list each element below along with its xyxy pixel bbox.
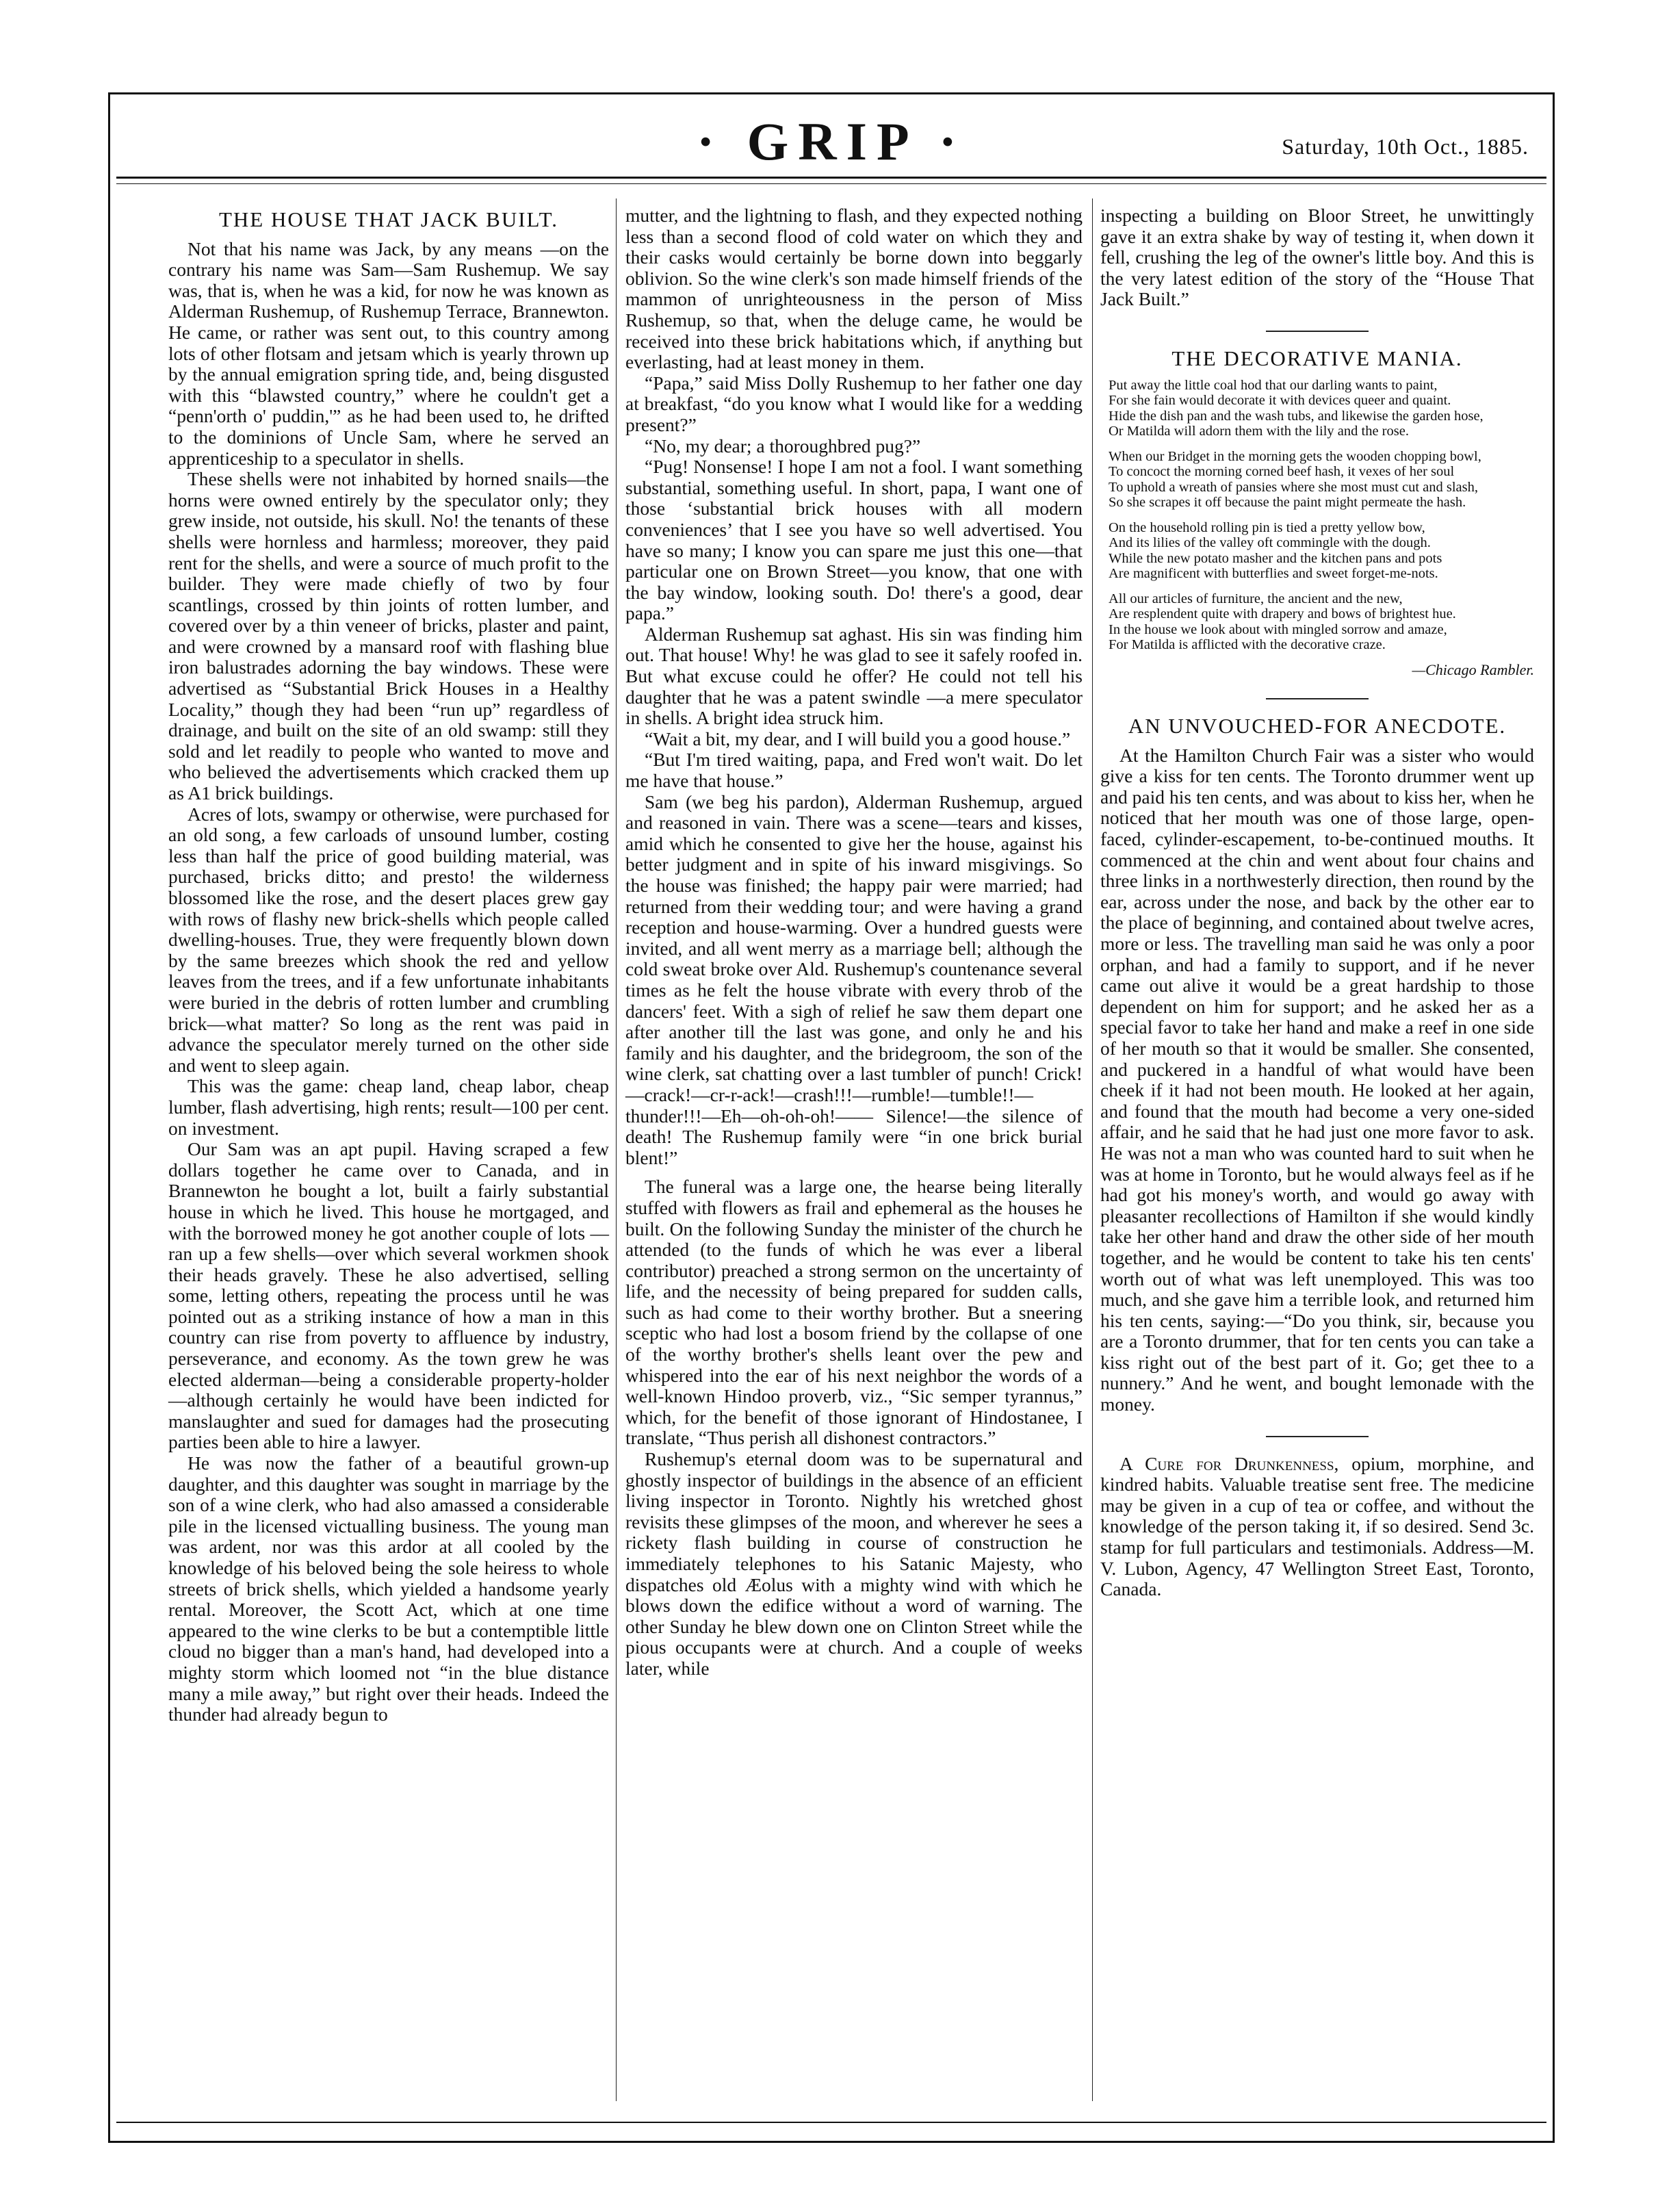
advertisement-text: opium, morphine, and kindred habits. Valuable treatise sent free. The medicine may be given in a cup of tea or coffee, and without the knowledge of the person taking it, if so desired. Send 3c. stamp for full particulars and testimonials. Address—M. V. Lubon, Agency, 47 Wellington Street East, Toronto, Canada.: [1100, 1452, 1534, 1600]
article-paragraph: “Pug! Nonsense! I hope I am not a fool. I want something substantial, something useful. In short, papa, I want one of those ‘substantial brick houses with all modern conveniences’ that I see you have so well advertised. You have so many; I know you can spare me just this one—that particular one on Brown Street—you know, that one with the bay window, looking south. Do! there's a good, dear papa.”: [625, 456, 1083, 624]
poem-attribution: —Chicago Rambler.: [1412, 660, 1534, 678]
article-paragraph: Our Sam was an apt pupil. Having scraped a few dollars together he came over to Canada, and in Brannewton he bought a lot, built a fairly substantial house in which he lived. This house he mortgaged, and with the borrowed money he got another couple of lots —ran up a few shells—over which several workmen shook their heads gravely. These he also advertised, selling some, letting others, repeating the process until he was pointed out as a striking instance of how a man in this country can rise from poverty to affluence by industry, perseverance, and economy. As the town grew he was elected alderman—being a considerable property-holder—although certainly he would have been indicted for manslaughter and sued for damages had the prosecuting parties been able to hire a lawyer.: [168, 1138, 609, 1453]
poem-line: So she scrapes it off because the paint might permeate the hash.: [1109, 495, 1466, 511]
article-paragraph: inspecting a building on Bloor Street, he unwittingly gave it an extra shake by way of testing it, when down it fell, crushing the leg of the owner's little boy. And this is the very latest edition of the story of the “House That Jack Built.”: [1100, 205, 1534, 310]
poem-line: Put away the little coal hod that our darling wants to paint,: [1109, 377, 1438, 393]
column-divider: [616, 198, 617, 2101]
article-paragraph: “But I'm tired waiting, papa, and Fred won't wait. Do let me have that house.”: [625, 749, 1083, 792]
poem-line: For she fain would decorate it with devices queer and quaint.: [1109, 393, 1451, 409]
anecdote-heading: AN UNVOUCHED-FOR ANECDOTE.: [1128, 714, 1507, 738]
advertisement: [1100, 1454, 1534, 1600]
poem-line: When our Bridget in the morning gets the wooden chopping bowl,: [1109, 448, 1481, 464]
article-paragraph: Alderman Rushemup sat aghast. His sin was finding him out. That house! Why! he was glad to see it safely roofed in. But what excuse could he offer? He could not tell his daughter that he was a patent swindle —a mere speculator in shells. A bright idea struck him.: [625, 623, 1083, 729]
poem-line: For Matilda is afflicted with the decorative craze.: [1109, 637, 1386, 653]
poem-stanza: [1100, 449, 1534, 511]
poem-heading: THE DECORATIVE MANIA.: [1171, 346, 1463, 370]
advertisement-lead: A Cure for Drunkenness,: [1119, 1452, 1339, 1474]
poem-line: Are magnificent with butterflies and sweet forget-me-nots.: [1109, 566, 1438, 582]
poem-line: Or Matilda will adorn them with the lily and the rose.: [1109, 424, 1409, 439]
article-paragraph: The funeral was a large one, the hearse being literally stuffed with flowers as frail and ephemeral as the houses he built. On the following Sunday the minister of the church he attended (to the funds of which he was ever a liberal contributor) preached a strong sermon on the uncertainty of life, and the necessity of being prepared for sudden calls, such as had come to their worthy brother. But a sneering sceptic who had lost a bosom friend by the collapse of one of the worthy brother's shells leant over the pew and whispered into the ear of his next neighbor the words of a well-known Hindoo proverb, viz., “Sic semper tyrannus,” which, for the benefit of those ignorant of Hindostanee, I translate, “Thus perish all dishonest contractors.”: [625, 1176, 1083, 1449]
article-paragraph: “Wait a bit, my dear, and I will build you a good house.”: [645, 728, 1071, 749]
poem-line: To concoct the morning corned beef hash, it vexes of her soul: [1109, 464, 1455, 480]
anecdote-paragraph: At the Hamilton Church Fair was a sister who would give a kiss for ten cents. The Toronto drummer went up and paid his ten cents, and was about to kiss her, when he noticed that her mouth was one of those large, open-faced, cylinder-escapement, to-be-continued mouths. It commenced at the chin and went about four chains and three links in a northwesterly direction, then round by the ear, across under the nose, and back by the other ear to the place of beginning, and contained about twelve acres, more or less. The travelling man said he was only a poor orphan, and had a family to support, and if he never came out alive it would be a great hardship to those dependent on him for support; and he asked her as a special favor to take her hand and make a reef in one side of her mouth so that it would be smaller. She consented, and puckered in a handful of what would have been cheek if it had not been mouth. He looked at her again, and found that the mouth had become a very one-sided affair, and he said that he had just one more favor to ask. He was not a man who was counted hard to suit when he was at home in Toronto, but he would always feel as if he had got his money's worth, and would go away with pleasanter recollections of Hamilton if she would kindly take her other hand and draw the other side of her mouth together, and he would be content to take his ten cents' worth out of what was left unemployed. This was too much, and she gave him a terrible look, and returned him his ten cents, saying:—“Do you think, sir, because you are a Toronto drummer, that for ten cents you can take a kiss right out of the best part of it. Go; get thee to a nunnery.” And he went, and bought lemonade with the money.: [1100, 744, 1534, 1415]
poem-line: Are resplendent quite with drapery and bows of brightest hue.: [1109, 606, 1456, 622]
separator: [1266, 331, 1369, 332]
separator: [1266, 698, 1369, 699]
poem-line: To uphold a wreath of pansies where she most must cut and slash,: [1109, 479, 1478, 495]
poem-line: In the house we look about with mingled sorrow and amaze,: [1109, 621, 1447, 637]
column-1: [168, 205, 609, 1725]
column-2: [625, 205, 1083, 1680]
column-3: [1100, 205, 1534, 1600]
separator: [1266, 1436, 1369, 1437]
article-paragraph: “Papa,” said Miss Dolly Rushemup to her father one day at breakfast, “do you know what I would like for a wedding present?”: [625, 372, 1083, 435]
article-heading: THE HOUSE THAT JACK BUILT.: [218, 207, 559, 231]
article-paragraph: Not that his name was Jack, by any means —on the contrary his name was Sam—Sam Rushemup. We say was, that is, when he was a kid, for now he was known as Alderman Rushemup, of Rushemup Terrace, Brannewton. He came, or rather was sent out, to this country among lots of other flotsam and jetsam which is yearly thrown up by the annual emigration spring tide, and, being disgusted with this “blawsted country,” where he couldn't get a “penn'orth o' puddin,'” as he had been used to, he drifted to the dominions of Uncle Sam, where he served an apprenticeship to a speculator in shells.: [168, 237, 609, 469]
poem-line: And its lilies of the valley oft commingle with the dough.: [1109, 535, 1431, 551]
masthead: [108, 104, 1555, 172]
masthead-date: Saturday, 10th Oct., 1885.: [1282, 134, 1529, 159]
poem-stanza: [1100, 520, 1534, 582]
article-paragraph: This was the game: cheap land, cheap labor, cheap lumber, flash advertising, high rents; result—100 per cent. on investment.: [168, 1075, 609, 1139]
article-paragraph: Sam (we beg his pardon), Alderman Rushemup, argued and reasoned in vain. There was a scene—tears and kisses, amid which he consented to give her the house, against his better judgment and in spite of his inward misgivings. So the house was finished; the happy pair were married; had returned from their wedding tour; and were having a grand reception and house-warming. Over a hundred guests were invited, and all went merry as a marriage bell; although the cold sweat broke over Ald. Rushemup's countenance several times as he felt the house vibrate with every throb of the dancers' feet. With a sigh of relief he saw them depart one after another till the last was gone, and only he and his family and his daughter, and the bridegroom, the son of the wine clerk, sat chatting over a last tumbler of punch! Crick!—crack!—cr-r-ack!—crash!!!—rumble!—tumble!!—thunder!!!—Eh—oh-oh-oh!—— Silence!—the silence of death! The Rushemup family were “in one brick burial blent!”: [625, 790, 1083, 1168]
masthead-title: · GRIP ·: [697, 112, 966, 171]
poem-line: Hide the dish pan and the wash tubs, and likewise the garden hose,: [1109, 408, 1484, 424]
bottom-rule: [116, 2122, 1546, 2123]
poem-line: While the new potato masher and the kitchen pans and pots: [1109, 550, 1442, 566]
poem: [1100, 378, 1534, 678]
poem-stanza: [1100, 378, 1534, 439]
poem-line: On the household rolling pin is tied a pretty yellow bow,: [1109, 519, 1425, 535]
article-paragraph: “No, my dear; a thoroughbred pug?”: [645, 435, 921, 456]
column-divider: [1092, 198, 1093, 2101]
poem-stanza: [1100, 591, 1534, 653]
masthead-rule: [116, 177, 1546, 179]
article-paragraph: These shells were not inhabited by horned snails—the horns were owned entirely by the speculator only; they grew inside, not outside, his skull. No! the tenants of these shells were hornless and harmless; moreover, they paid rent for the shells, and were a source of much profit to the builder. They were made chiefly of two by four scantlings, crossed by thin joints of rotten lumber, and covered over by a thin veneer of bricks, plaster and paint, and were crowned by a mansard roof with flashing blue iron balustrades adorning the bay windows. These were advertised as “Substantial Brick Houses in a Healthy Locality,” though they had been “run up” regardless of drainage, and built on the site of an old swamp: still they sold and let readily to people who wanted to move and who believed the advertisements which cracked them up as A1 brick buildings.: [168, 468, 609, 804]
article-paragraph: Rushemup's eternal doom was to be supernatural and ghostly inspector of buildings in the absence of an efficient living inspector in Toronto. Nightly his wretched ghost revisits these glimpses of the moon, and wherever he sees a rickety flash building in course of construction he immediately telephones to his Satanic Majesty, who dispatches old Æolus with a mighty wind with which he blows down the edifice without a word of warning. The other Sunday he blew down one on Clinton Street while the pious occupants were at church. And a couple of weeks later, while: [625, 1448, 1083, 1679]
article-paragraph: Acres of lots, swampy or otherwise, were purchased for an old song, a few carloads of unsound lumber, costing less than half the price of good building material, was purchased, bricks ditto; and presto! the wilderness blossomed like the rose, and the desert places grew gay with rows of flashy new brick-shells which people called dwelling-houses. True, they were frequently blown down by the same breezes which shook the red and yellow leaves from the trees, and if a few unfortunate inhabitants were buried in the debris of rotten lumber and crumbling brick—what matter? So long as the rent was paid in advance the speculator merely turned on the other side and went to sleep again.: [168, 803, 609, 1076]
article-paragraph: mutter, and the lightning to flash, and they expected nothing less than a second flood of cold water on which they and their casks would certainly be borne down into beggarly oblivion. So the wine clerk's son made himself friends of the mammon of unrighteousness in the person of Miss Rushemup, so that, when the deluge came, he would be received into these brick habitations which, if anything but everlasting, had at least money in them.: [625, 205, 1083, 373]
masthead-rule-thin: [116, 183, 1546, 184]
poem-line: All our articles of furniture, the ancient and the new,: [1109, 591, 1403, 606]
article-paragraph: He was now the father of a beautiful grown-up daughter, and this daughter was sought in marriage by the son of a wine clerk, who had also amassed a considerable pile in the licensed victualling business. The young man was ardent, nor was this ardor at all cooled by the knowledge of his beloved being the sole heiress to whole streets of brick shells, which yielded a handsome yearly rental. Moreover, the Scott Act, which at one time appeared to the wine clerks to be but a contemptible little cloud no bigger than a man's hand, had developed into a mighty storm which loomed not “in the blue distance many a mile away,” but right over their heads. Indeed the thunder had already begun to: [168, 1452, 609, 1725]
